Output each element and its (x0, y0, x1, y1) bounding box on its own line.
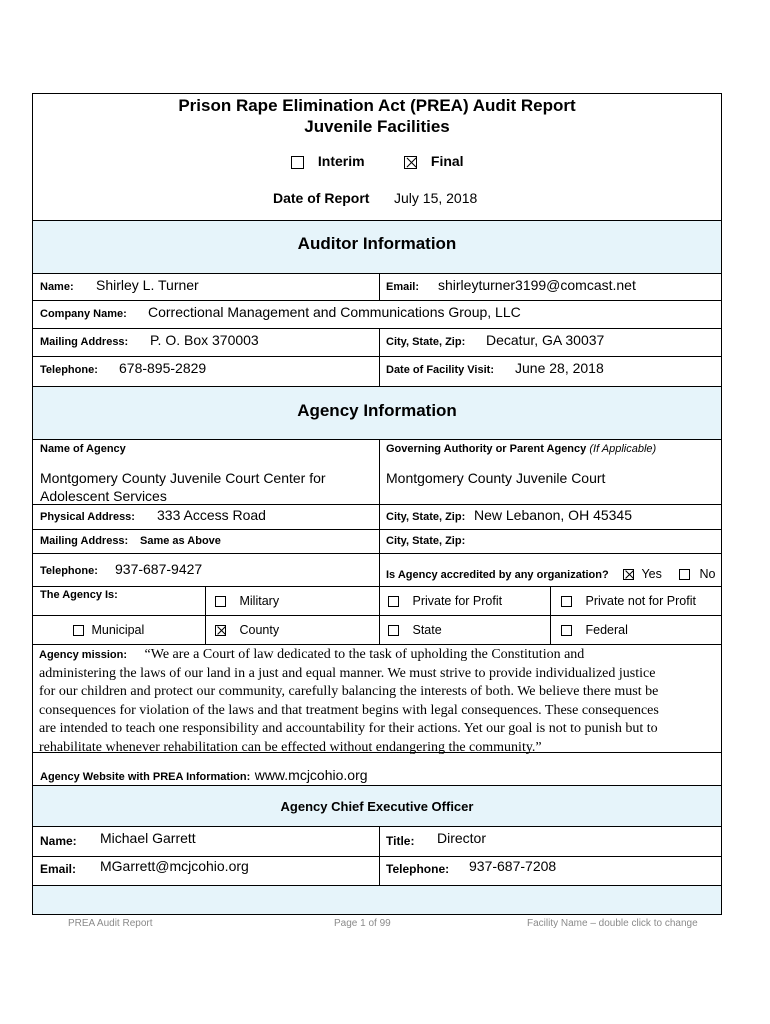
ceo-email-value: MGarrett@mcjcohio.org (100, 858, 249, 874)
municipal-label: Municipal (91, 623, 145, 637)
agency-mailing-label: Mailing Address: (40, 535, 129, 547)
auditor-phone-label: Telephone: (40, 364, 98, 376)
federal-label: Federal (585, 623, 628, 637)
audit-report-form (32, 93, 722, 915)
agency-section-title: Agency Information (297, 401, 457, 420)
private-not-profit-checkbox[interactable] (561, 596, 572, 607)
interim-checkbox[interactable] (291, 156, 304, 169)
mission-line-5: are intended to teach one responsibility and accountability for their actions. Yet our goal is not to punish but to (39, 721, 658, 737)
accredited-no-label: No (699, 567, 716, 581)
agency-is-label: The Agency Is: (40, 589, 118, 601)
private-profit-label: Private for Profit (412, 594, 503, 608)
auditor-phone-value: 678-895-2829 (119, 360, 207, 376)
agency-phone-label: Telephone: (40, 565, 98, 577)
auditor-csz-value: Decatur, GA 30037 (486, 332, 605, 348)
auditor-mailing-label: Mailing Address: (40, 336, 129, 348)
military-label: Military (239, 594, 280, 608)
agency-website-label: Agency Website with PREA Information: (40, 771, 251, 783)
auditor-email-value: shirleyturner3199@comcast.net (438, 277, 636, 293)
agency-gov-label-note: (If Applicable) (589, 443, 657, 455)
auditor-company-value: Correctional Management and Communications Group, LLC (148, 304, 521, 320)
interim-label: Interim (317, 153, 365, 169)
agency-csz-value: New Lebanon, OH 45345 (474, 507, 632, 523)
footer-page-number: Page 1 of 99 (334, 918, 391, 929)
accredited-no-option[interactable] (679, 567, 715, 581)
accredited-no-checkbox[interactable] (679, 569, 690, 580)
county-label: County (239, 623, 280, 637)
agency-website-value[interactable]: www.mcjcohio.org (254, 767, 368, 783)
date-of-report-label: Date of Report (273, 190, 370, 206)
final-label: Final (430, 153, 464, 169)
auditor-visit-value: June 28, 2018 (515, 360, 604, 376)
state-checkbox[interactable] (388, 625, 399, 636)
agency-type-municipal[interactable] (73, 623, 144, 637)
private-profit-checkbox[interactable] (388, 596, 399, 607)
date-of-report-value: July 15, 2018 (394, 190, 478, 206)
auditor-visit-label: Date of Facility Visit: (386, 364, 494, 376)
auditor-name-value: Shirley L. Turner (96, 277, 199, 293)
agency-website-row (40, 767, 368, 785)
mission-line-1-text: “We are a Court of law dedicated to the task of upholding the Constitution and (144, 647, 585, 662)
agency-type-county[interactable] (215, 623, 279, 637)
agency-type-private-profit[interactable] (388, 594, 502, 608)
agency-type-state[interactable] (388, 623, 442, 637)
report-subtitle: Juvenile Facilities (304, 117, 450, 136)
footer-facility-name[interactable]: Facility Name – double click to change (527, 918, 698, 929)
agency-type-federal[interactable] (561, 623, 628, 637)
county-checkbox[interactable] (215, 625, 226, 636)
ceo-phone-value: 937-687-7208 (469, 858, 557, 874)
accredited-yes-option[interactable] (623, 567, 662, 581)
agency-csz-label: City, State, Zip: (386, 511, 466, 523)
agency-physical-label: Physical Address: (40, 511, 135, 523)
agency-gov-value: Montgomery County Juvenile Court (386, 470, 606, 486)
agency-type-private-not-profit[interactable] (561, 594, 696, 608)
federal-checkbox[interactable] (561, 625, 572, 636)
agency-gov-label-text: Governing Authority or Parent Agency (386, 443, 587, 455)
agency-name-label: Name of Agency (40, 443, 126, 455)
final-checkbox[interactable] (404, 156, 417, 169)
auditor-section-title: Auditor Information (297, 234, 457, 253)
agency-gov-label (386, 443, 656, 455)
agency-csz2-label: City, State, Zip: (386, 535, 466, 547)
mission-line-1 (39, 646, 715, 665)
footer-left: PREA Audit Report (68, 918, 153, 929)
accredited-yes-label: Yes (641, 567, 662, 581)
agency-name-value-line2: Adolescent Services (40, 488, 167, 504)
municipal-checkbox[interactable] (73, 625, 84, 636)
auditor-name-label: Name: (40, 281, 74, 293)
ceo-email-label: Email: (40, 862, 77, 876)
auditor-csz-label: City, State, Zip: (386, 336, 466, 348)
auditor-company-label: Company Name: (40, 308, 127, 320)
agency-phone-value: 937-687-9427 (115, 561, 203, 577)
mission-line-2: administering the laws of our land in a just and equal manner. We must strive to provide individualized justice (39, 665, 656, 681)
ceo-title-value: Director (437, 830, 487, 846)
military-checkbox[interactable] (215, 596, 226, 607)
state-label: State (412, 623, 442, 637)
accredited-yes-checkbox[interactable] (623, 569, 634, 580)
agency-name-value-line1: Montgomery County Juvenile Court Center for (40, 470, 326, 486)
ceo-section-title: Agency Chief Executive Officer (280, 799, 474, 814)
private-not-profit-label: Private not for Profit (585, 594, 696, 608)
agency-mission (39, 646, 715, 758)
agency-mailing-value: Same as Above (140, 535, 221, 547)
ceo-name-value: Michael Garrett (100, 830, 196, 846)
mission-line-3: for our children and protect our community, carefully balancing the interests of both. We believe there must be (39, 684, 659, 700)
auditor-email-label: Email: (386, 281, 420, 293)
mission-line-6: rehabilitate whenever rehabilitation can be effected without endangering the community.” (39, 739, 542, 755)
agency-accredited-label: Is Agency accredited by any organization? (386, 569, 609, 581)
mission-line-4: consequences for violation of the laws and that treatment begins with legal consequences. These consequences (39, 702, 659, 718)
mission-label: Agency mission: (39, 649, 128, 661)
interim-option[interactable] (291, 153, 365, 169)
auditor-mailing-value: P. O. Box 370003 (150, 332, 259, 348)
final-option[interactable] (404, 153, 464, 169)
ceo-title-label: Title: (386, 834, 415, 848)
next-section-header (33, 886, 721, 914)
report-title: Prison Rape Elimination Act (PREA) Audit Report (178, 96, 576, 115)
agency-type-military[interactable] (215, 594, 279, 608)
ceo-name-label: Name: (40, 834, 77, 848)
agency-physical-value: 333 Access Road (157, 507, 266, 523)
ceo-phone-label: Telephone: (386, 862, 450, 876)
